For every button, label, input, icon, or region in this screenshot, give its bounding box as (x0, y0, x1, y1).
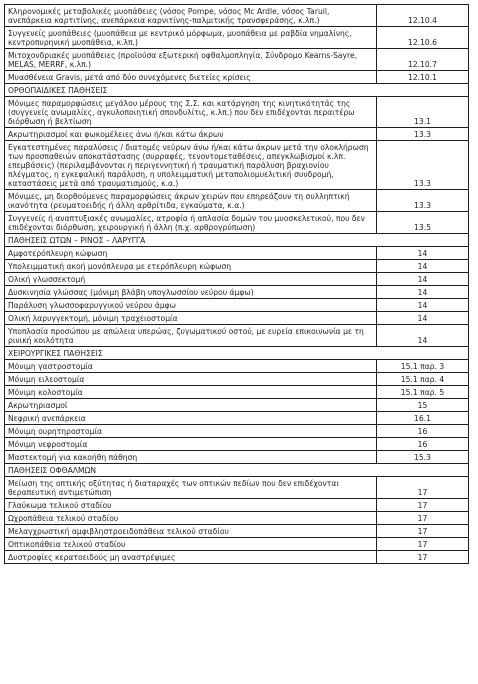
condition-description: Μείωση της οπτικής οξύτητας ή διαταραχές των οπτικών πεδίων που δεν επιδέχονται θεραπευτική αντιμετώπιση (5, 477, 377, 499)
table-row (5, 299, 469, 312)
condition-code: 16 (377, 438, 469, 451)
table-row (5, 499, 469, 512)
condition-code: 12.10.1 (377, 71, 469, 84)
table-row (5, 247, 469, 260)
condition-description: Ωχροπάθεια τελικού σταδίου (5, 512, 377, 525)
table-row (5, 551, 469, 564)
condition-description: Κληρονομικές μεταβολικές μυοπάθειες (νόσος Pompe, νόσος Mc Ardle, νόσος Taruil, ανεπάρκεια καρτιτίνης, ανεπάρκεια καρνιτίνης-παλμιτικής τρανσφεράσης, κ.λπ.) (5, 5, 377, 27)
table-row (5, 425, 469, 438)
condition-code: 14 (377, 325, 469, 347)
table-row (5, 71, 469, 84)
condition-code: 15.3 (377, 451, 469, 464)
condition-description: Ακρωτηριασμοί (5, 399, 377, 412)
table-row (5, 141, 469, 190)
condition-code: 17 (377, 525, 469, 538)
table-row (5, 312, 469, 325)
condition-description: Μυασθένεια Gravis, μετά από δύο συνεχόμενες διετείες κρίσεις (5, 71, 377, 84)
condition-description: Μελαγχρωστική αμφιβληστροειδοπάθεια τελικού σταδίου (5, 525, 377, 538)
condition-description: Παράλυση γλωσσοφαρυγγικού νεύρου άμφω (5, 299, 377, 312)
condition-code: 15.1 παρ. 3 (377, 360, 469, 373)
condition-description: Νεφρική ανεπάρκεια (5, 412, 377, 425)
table-row (5, 286, 469, 299)
section-header-row (5, 347, 469, 360)
condition-code: 17 (377, 477, 469, 499)
condition-code: 12.10.6 (377, 27, 469, 49)
table-row (5, 386, 469, 399)
section-title: ΠΑΘΗΣΕΙΣ ΟΦΘΑΛΜΩΝ (5, 464, 469, 477)
table-row (5, 97, 469, 128)
condition-description: Εγκατεστημένες παραλύσεις / διατομές νεύρων άνω ή/και κάτω άκρων μετά την ολοκλήρωση των προσπαθειών αποκατάστασης (συρραφές, τενοντομεταθέσεις, απεγκλωβισμοί κ.λπ. επεμβάσεις) (περιλαμβάνονται η περιγεννητική ή τραυματική παράλυση βραχιονίου πλέγματος, η εγκεφαλική παράλυση, η υπολειμματική μεταπολιομυελιτική συνδρομή, καταστάσεις μετά από τραυματισμούς, κ.α.) (5, 141, 377, 190)
table-row (5, 451, 469, 464)
condition-description: Συγγενείς μυοπάθειες (μυοπάθεια με κεντρικό μόρφωμα, μυοπάθεια με ραβδία νημαλίνης, κεντροπυρηνική μυοπάθεια, κ.λπ.) (5, 27, 377, 49)
condition-code: 15 (377, 399, 469, 412)
condition-description: Δυσκινησία γλώσσας (μόνιμη βλάβη υπογλωσσίου νεύρου άμφω) (5, 286, 377, 299)
table-row (5, 5, 469, 27)
condition-description: Υποπλασία προσώπου με απώλεια υπερώας, ζυγωματικού οστού, με ευρεία επικοινωνία με τη ρινική κοιλότητα (5, 325, 377, 347)
condition-description: Υπολειμματική ακοή μονόπλευρα με ετερόπλευρη κώφωση (5, 260, 377, 273)
section-header-row (5, 234, 469, 247)
condition-code: 13.3 (377, 128, 469, 141)
condition-description: Μαστεκτομή για κακοήθη πάθηση (5, 451, 377, 464)
section-header-row (5, 84, 469, 97)
condition-code: 14 (377, 312, 469, 325)
condition-code: 17 (377, 551, 469, 564)
condition-code: 12.10.4 (377, 5, 469, 27)
condition-description: Αμφοτερόπλευρη κώφωση (5, 247, 377, 260)
table-row (5, 512, 469, 525)
condition-code: 16.1 (377, 412, 469, 425)
section-title: ΟΡΘΟΠΑΙΔΙΚΕΣ ΠΑΘΗΣΕΙΣ (5, 84, 469, 97)
table-row (5, 477, 469, 499)
table-row (5, 538, 469, 551)
condition-code: 13.3 (377, 190, 469, 212)
condition-description: Γλαύκωμα τελικού σταδίου (5, 499, 377, 512)
table-row (5, 49, 469, 71)
condition-code: 17 (377, 512, 469, 525)
table-row (5, 212, 469, 234)
table-row (5, 438, 469, 451)
table-body (5, 5, 469, 564)
condition-code: 16 (377, 425, 469, 438)
table-row (5, 190, 469, 212)
condition-code: 13.3 (377, 141, 469, 190)
condition-description: Μόνιμη ουρητηροστομία (5, 425, 377, 438)
table-row (5, 525, 469, 538)
condition-description: Μόνιμες, μη διορθούμενες παραμορφώσεις άκρων χειρών που επηρεάζουν τη συλληπτική ικανότητα (ρευματοειδής ή άλλη αρθρίτιδα, εγκαύματα, κ.α.) (5, 190, 377, 212)
condition-description: Ακρωτηριασμοί και φωκομέλειες άνω ή/και κάτω άκρων (5, 128, 377, 141)
disability-conditions-table (4, 4, 469, 564)
section-title: ΧΕΙΡΟΥΡΓΙΚΕΣ ΠΑΘΗΣΕΙΣ (5, 347, 469, 360)
table-row (5, 128, 469, 141)
condition-code: 14 (377, 273, 469, 286)
condition-description: Μόνιμες παραμορφώσεις μεγάλου μέρους της Σ.Σ. και κατάργηση της κινητικότητάς της (συγγενείς ανωμαλίες, αγκυλοποιητική σπονδυλίτις, κ.λπ.) που δεν επιδέχονται περαιτέρω διόρθωση ή βελτίωση (5, 97, 377, 128)
condition-description: Οπτικοπάθεια τελικού σταδίου (5, 538, 377, 551)
condition-code: 14 (377, 260, 469, 273)
table-row (5, 399, 469, 412)
condition-description: Μόνιμη ειλεοστομία (5, 373, 377, 386)
condition-description: Μόνιμη γαστροστομία (5, 360, 377, 373)
condition-description: Ολική γλωσσεκτομή (5, 273, 377, 286)
condition-code: 13.5 (377, 212, 469, 234)
condition-code: 13.1 (377, 97, 469, 128)
section-title: ΠΑΘΗΣΕΙΣ ΩΤΩΝ – ΡΙΝΟΣ – ΛΑΡΥΓΓΑ (5, 234, 469, 247)
condition-code: 15.1 παρ. 5 (377, 386, 469, 399)
condition-code: 14 (377, 286, 469, 299)
section-header-row (5, 464, 469, 477)
table-row (5, 27, 469, 49)
condition-description: Μόνιμη κολοστομία (5, 386, 377, 399)
condition-description: Δυστροφίες κερατοειδούς μη αναστρέψιμες (5, 551, 377, 564)
condition-code: 14 (377, 247, 469, 260)
table-row (5, 260, 469, 273)
table-row (5, 412, 469, 425)
condition-code: 14 (377, 299, 469, 312)
condition-description: Μιτοχονδριακές μυοπάθειες (προϊούσα εξωτερική οφθαλμοπληγία, Σύνδρομο Kearns-Sayre, MELAS, MERRF, κ.λπ.) (5, 49, 377, 71)
table-row (5, 325, 469, 347)
table-row (5, 273, 469, 286)
condition-code: 17 (377, 499, 469, 512)
condition-code: 15.1 παρ. 4 (377, 373, 469, 386)
table-row (5, 360, 469, 373)
condition-description: Μόνιμη νεφροστομία (5, 438, 377, 451)
condition-code: 17 (377, 538, 469, 551)
condition-code: 12.10.7 (377, 49, 469, 71)
table-row (5, 373, 469, 386)
condition-description: Συγγενείς ή αναπτυξιακές ανωμαλίες, ατροφία ή απλασία δομών του μυοσκελετικού, που δεν επιδέχονται διόρθωση, χειρουργική ή άλλη (π.χ. αρθρογρύπωση) (5, 212, 377, 234)
condition-description: Ολική λαρυγγεκτομή, μόνιμη τραχειοστομία (5, 312, 377, 325)
